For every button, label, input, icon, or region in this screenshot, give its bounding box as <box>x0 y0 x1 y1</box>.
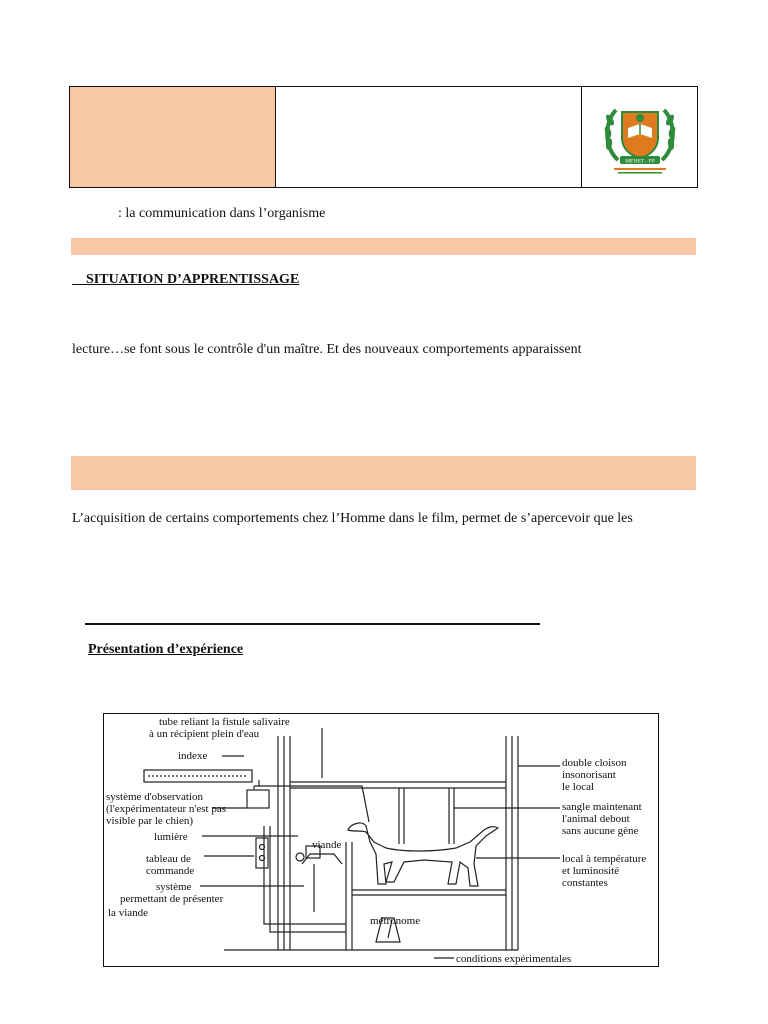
label-tube-2: à un récipient plein d'eau <box>149 728 260 740</box>
label-indexe: indexe <box>178 750 208 762</box>
label-local-3: constantes <box>562 877 608 889</box>
section-band-2 <box>71 456 696 490</box>
pavlov-diagram <box>104 714 658 966</box>
header-logo-cell <box>582 87 697 187</box>
label-systeme-1: système <box>156 881 192 893</box>
header-title-cell <box>276 87 582 187</box>
label-cloison-3: le local <box>562 781 595 793</box>
label-metronome: métronome <box>370 915 421 927</box>
label-observation-2: (l'expérimentateur n'est pas <box>106 803 227 815</box>
label-cloison-1: double cloison <box>562 757 627 769</box>
label-sangle-2: l'animal debout <box>562 813 630 825</box>
situation-text: lecture…se font sous le contrôle d'un maître. Et des nouveaux comportements apparaissent <box>72 342 582 357</box>
label-observation-3: visible par le chien) <box>106 815 194 827</box>
header-orange-cell <box>70 87 276 187</box>
label-lumiere: lumière <box>154 831 188 843</box>
situation-heading <box>72 272 299 288</box>
theme-line: : la communication dans l’organisme <box>118 206 326 221</box>
label-local-1: local à température <box>562 853 647 865</box>
label-systeme-3: la viande <box>108 907 149 919</box>
label-tube: tube reliant la fistule salivaire <box>159 716 290 728</box>
presentation-heading: Présentation d’expérience <box>88 642 244 657</box>
situation-heading-text: SITUATION D’APPRENTISSAGE <box>86 272 300 287</box>
label-tableau-2: commande <box>146 865 195 877</box>
label-local-2: et luminosité <box>562 865 620 877</box>
label-cloison-2: insonorisant <box>562 769 616 781</box>
label-sangle-3: sans aucune gène <box>562 825 639 837</box>
section-band-1 <box>71 238 696 255</box>
label-sangle-1: sangle maintenant <box>562 801 642 813</box>
header-table <box>69 86 698 188</box>
menet-logo-icon <box>600 98 680 176</box>
label-viande: viande <box>312 839 342 851</box>
pavlov-experiment-figure <box>103 713 659 967</box>
horizontal-rule <box>85 623 540 625</box>
label-observation-1: système d'observation <box>106 791 203 803</box>
logo-caption: MENET - FP <box>624 158 655 165</box>
label-conditions: conditions expérimentales <box>456 953 572 965</box>
label-systeme-2: permettant de présenter <box>120 893 224 905</box>
label-tableau-1: tableau de <box>146 853 191 865</box>
paragraph-acquisition: L’acquisition de certains comportements chez l’Homme dans le film, permet de s’apercevoir que les <box>72 511 633 526</box>
